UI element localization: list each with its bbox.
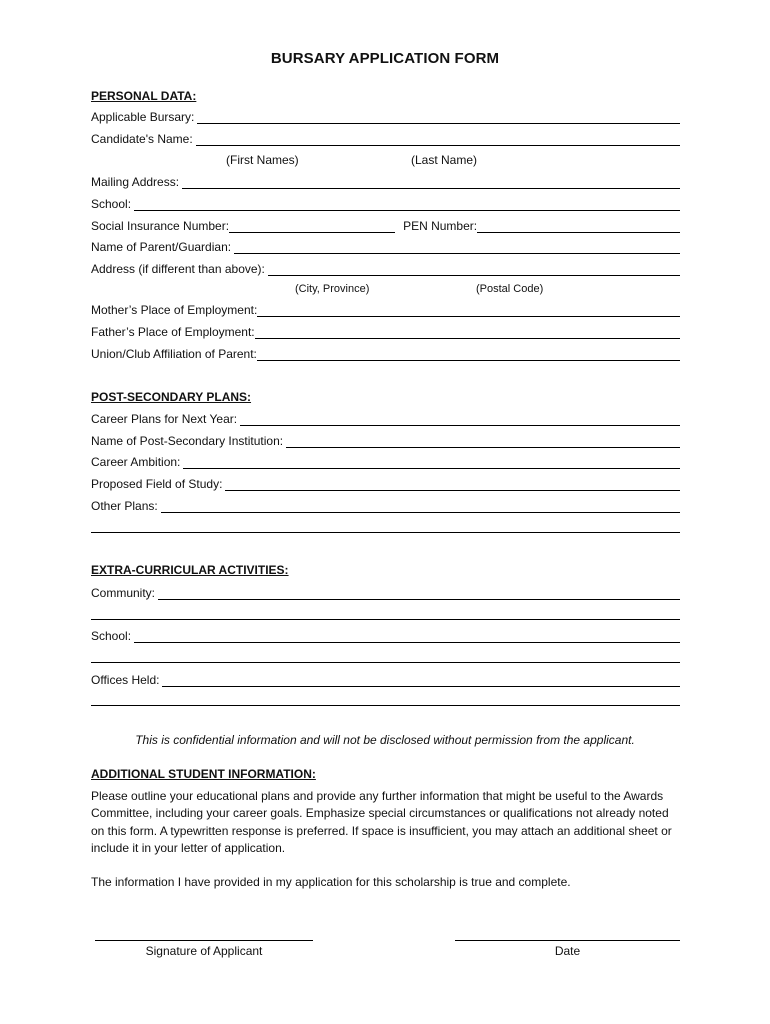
address-alt-field[interactable] — [268, 262, 680, 276]
career-ambition-field[interactable] — [183, 455, 680, 469]
field-of-study-field[interactable] — [225, 477, 680, 491]
sin-pen-row — [91, 217, 680, 233]
candidate-name-row — [91, 130, 680, 146]
offices-held-extra-line[interactable] — [91, 705, 680, 706]
parent-guardian-label: Name of Parent/Guardian: — [91, 240, 232, 254]
school-label: School: — [91, 197, 132, 211]
other-plans-extra-line[interactable] — [91, 532, 680, 533]
applicable-bursary-label: Applicable Bursary: — [91, 110, 195, 124]
career-plans-label: Career Plans for Next Year: — [91, 412, 238, 426]
applicable-bursary-row — [91, 108, 680, 124]
candidate-name-field[interactable] — [196, 132, 680, 146]
mother-employment-row — [91, 301, 680, 317]
last-name-caption: (Last Name) — [411, 153, 478, 167]
mailing-address-field[interactable] — [182, 175, 680, 189]
career-plans-field[interactable] — [240, 412, 680, 426]
applicable-bursary-field[interactable] — [197, 110, 680, 124]
institution-field[interactable] — [286, 434, 680, 448]
extracurricular-heading: EXTRA-CURRICULAR ACTIVITIES: — [91, 563, 289, 577]
parent-guardian-field[interactable] — [234, 240, 680, 254]
pen-field[interactable] — [477, 219, 680, 233]
community-label: Community: — [91, 586, 156, 600]
offices-held-row — [91, 671, 680, 687]
sin-field[interactable] — [229, 219, 395, 233]
additional-info-heading: ADDITIONAL STUDENT INFORMATION: — [91, 767, 316, 781]
field-of-study-row — [91, 475, 680, 491]
school-row — [91, 195, 680, 211]
sin-label: Social Insurance Number: — [91, 219, 230, 233]
community-row — [91, 584, 680, 600]
career-ambition-row — [91, 453, 680, 469]
career-plans-row — [91, 410, 680, 426]
form-title: BURSARY APPLICATION FORM — [270, 50, 500, 67]
applicant-signature-label: Signature of Applicant — [145, 944, 263, 958]
institution-label: Name of Post-Secondary Institution: — [91, 434, 284, 448]
offices-held-label: Offices Held: — [91, 673, 160, 687]
activities-school-extra-line[interactable] — [91, 662, 680, 663]
activities-school-label: School: — [91, 629, 132, 643]
mailing-address-row — [91, 173, 680, 189]
union-club-label: Union/Club Affiliation of Parent: — [91, 347, 257, 361]
date-line[interactable] — [455, 940, 680, 941]
address-alt-row — [91, 260, 680, 276]
mailing-address-label: Mailing Address: — [91, 175, 180, 189]
additional-info-paragraph: Please outline your educational plans and provide any further information that might be useful to the Awards Committee, including your career goals. Emphasize special circumstances or qualifications not already noted on this form. A typewritten response is preferred. If space is insufficient, you may attach an additional sheet or include it in your letter of application. — [91, 789, 672, 855]
other-plans-field[interactable] — [161, 499, 680, 513]
union-club-field[interactable] — [257, 347, 680, 361]
father-employment-label: Father’s Place of Employment: — [91, 325, 255, 339]
institution-row — [91, 432, 680, 448]
community-extra-line[interactable] — [91, 619, 680, 620]
parent-guardian-row — [91, 238, 680, 254]
declaration-text: The information I have provided in my application for this scholarship is true and complete. — [91, 875, 571, 889]
candidate-name-label: Candidate's Name: — [91, 132, 193, 146]
mother-employment-field[interactable] — [257, 303, 680, 317]
date-label: Date — [554, 944, 581, 958]
post-secondary-heading: POST-SECONDARY PLANS: — [91, 390, 252, 404]
other-plans-label: Other Plans: — [91, 499, 158, 513]
pen-label: PEN Number: — [403, 219, 478, 233]
union-club-row — [91, 345, 680, 361]
personal-data-heading: PERSONAL DATA: — [91, 89, 197, 103]
applicant-signature-line[interactable] — [95, 940, 313, 941]
other-plans-row — [91, 497, 680, 513]
address-alt-label: Address (if different than above): — [91, 262, 265, 276]
father-employment-row — [91, 323, 680, 339]
father-employment-field[interactable] — [255, 325, 680, 339]
school-field[interactable] — [134, 197, 680, 211]
confidential-note: This is confidential information and will not be disclosed without permission from the applicant. — [135, 733, 635, 747]
city-province-caption: (City, Province) — [295, 283, 370, 295]
postal-code-caption: (Postal Code) — [476, 283, 544, 295]
first-names-caption: (First Names) — [226, 153, 299, 167]
activities-school-field[interactable] — [134, 629, 680, 643]
activities-school-row — [91, 627, 680, 643]
community-field[interactable] — [158, 586, 680, 600]
field-of-study-label: Proposed Field of Study: — [91, 477, 223, 491]
career-ambition-label: Career Ambition: — [91, 455, 181, 469]
offices-held-field[interactable] — [162, 673, 680, 687]
mother-employment-label: Mother’s Place of Employment: — [91, 303, 258, 317]
